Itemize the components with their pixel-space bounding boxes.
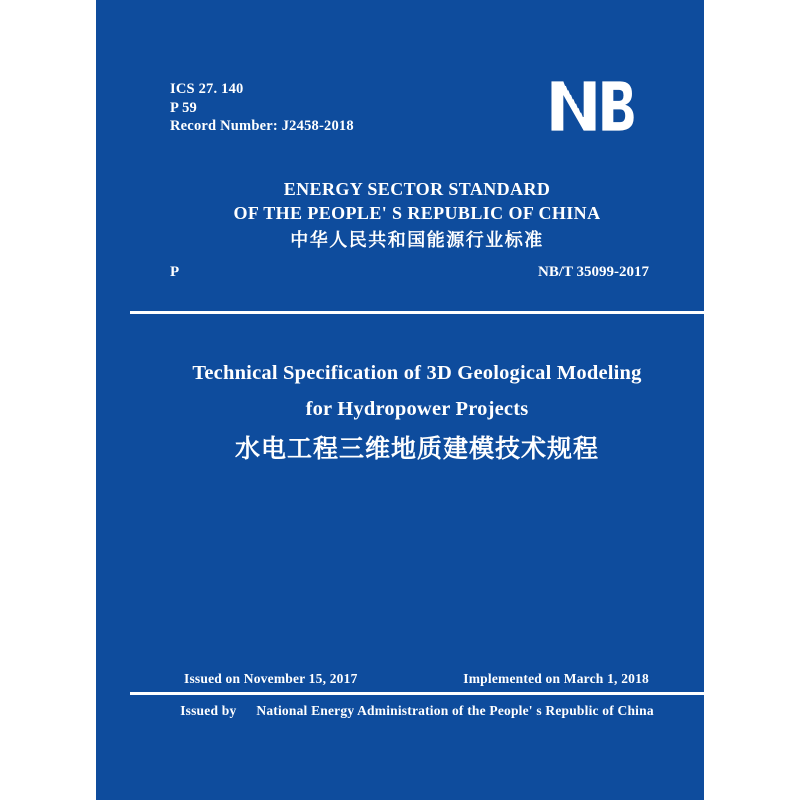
title-block	[130, 355, 704, 468]
classification-block	[170, 80, 354, 136]
title-chinese: 水电工程三维地质建模技术规程	[234, 435, 599, 463]
implemented-date: Implemented on March 1, 2018	[463, 671, 649, 686]
standard-number: NB/T 35099-2017	[538, 264, 649, 280]
divider-bottom	[130, 692, 704, 695]
header-line1: ENERGY SECTOR STANDARD	[283, 179, 551, 199]
header-line3-chinese: 中华人民共和国能源行业标准	[290, 230, 544, 250]
issuer-row	[130, 703, 704, 719]
nb-logo-icon	[543, 76, 643, 136]
record-number: Record Number: J2458-2018	[170, 118, 354, 134]
ics-code: ICS 27. 140	[170, 81, 244, 97]
header-line2: OF THE PEOPLE' S REPUBLIC OF CHINA	[233, 203, 601, 223]
divider-top	[130, 311, 704, 314]
title-english-line2: for Hydropower Projects	[305, 398, 529, 420]
issued-date: Issued on November 15, 2017	[184, 671, 358, 686]
title-english-line1: Technical Specification of 3D Geological Modeling	[192, 362, 642, 384]
issued-by-label: Issued by	[180, 703, 237, 718]
issuer-name: National Energy Administration of the People' s Republic of China	[256, 703, 654, 718]
class-code: P 59	[170, 99, 197, 116]
code-row	[130, 264, 704, 281]
standard-header	[130, 177, 704, 254]
dates-row	[130, 671, 704, 687]
class-letter: P	[170, 264, 180, 280]
standard-cover	[96, 0, 704, 800]
